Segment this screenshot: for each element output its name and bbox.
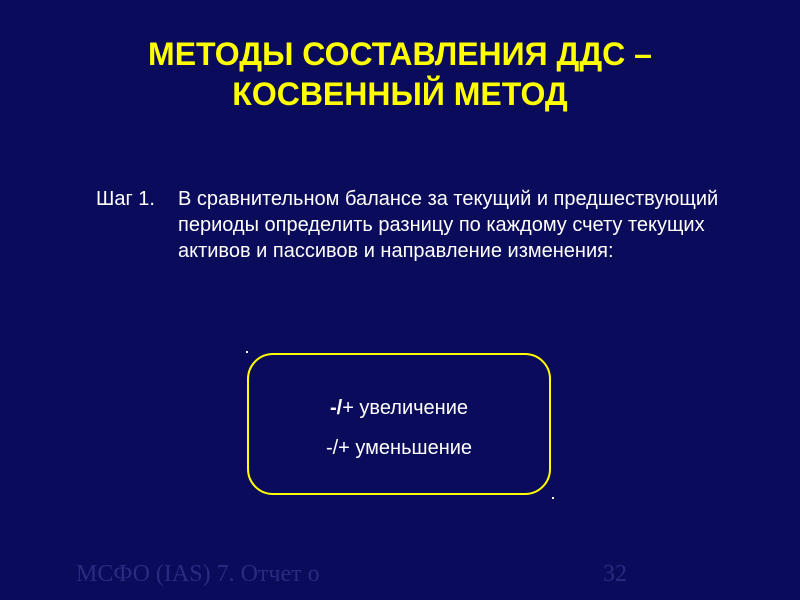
decrease-line: -/+ уменьшение	[325, 437, 473, 459]
selection-handle-dot	[246, 351, 248, 353]
slide-title-line-1: МЕТОДЫ СОСТАВЛЕНИЯ ДДС –	[148, 36, 652, 72]
slide-title	[0, 34, 800, 114]
increase-sign: -/	[329, 397, 343, 419]
increase-line	[249, 397, 549, 420]
increase-text: + увеличение	[342, 397, 469, 419]
slide-title-line-2: КОСВЕННЫЙ МЕТОД	[232, 76, 568, 112]
step-block	[96, 186, 736, 264]
page-number: 32	[603, 561, 627, 587]
step-text: В сравнительном балансе за текущий и предшествующий периоды определить разницу по каждому счету текущих активов и пассивов и направление изменения:	[178, 188, 719, 262]
selection-handle-dot	[552, 497, 554, 499]
change-direction-box	[247, 353, 551, 495]
footer-text: МСФО (IAS) 7. Отчет о	[76, 561, 320, 587]
step-label: Шаг 1.	[96, 188, 155, 210]
